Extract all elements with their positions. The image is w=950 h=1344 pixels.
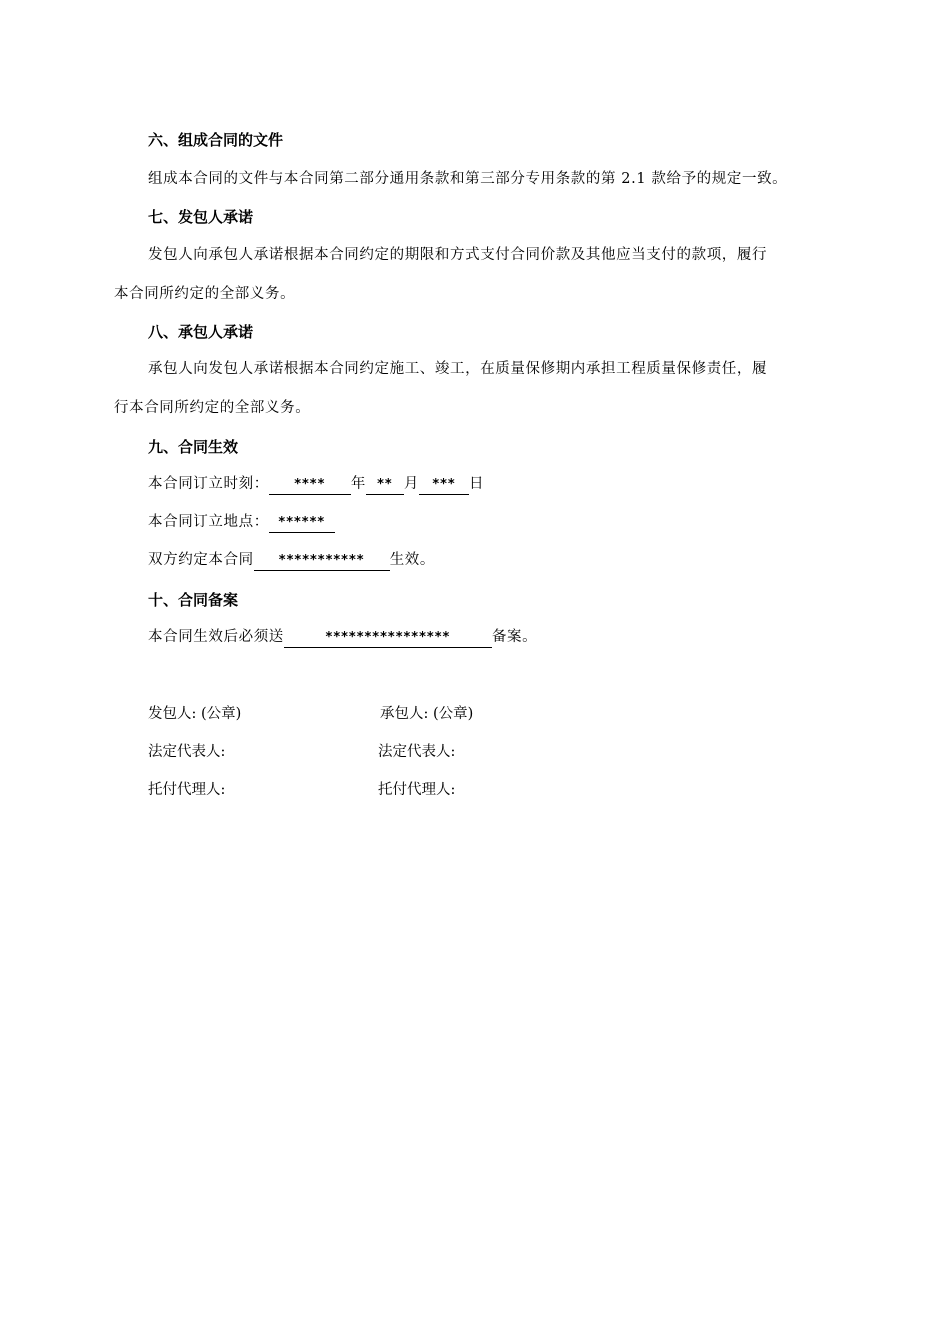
employer-seal-label: 发包人: (公章) <box>148 706 242 722</box>
section-7-heading: 七、发包人承诺 <box>148 208 254 226</box>
section-8-text-line1: 承包人向发包人承诺根据本合同约定施工、竣工，在质量保修期内承担工程质量保修责任，履 <box>148 361 768 377</box>
employer-legal-rep: 法定代表人: <box>148 744 226 760</box>
section-9-heading: 九、合同生效 <box>148 438 239 456</box>
contract-place-row <box>148 512 335 533</box>
effective-row <box>148 550 435 571</box>
section-6-heading: 六、组成合同的文件 <box>148 131 284 149</box>
place-blank: ****** <box>269 514 335 533</box>
section-7-text-line2: 本合同所约定的全部义务。 <box>114 286 296 302</box>
day-unit: 日 <box>469 476 485 492</box>
section-6-text: 组成本合同的文件与本合同第二部分通用条款和第三部分专用条款的第 2.1 款给予的规定一致。 <box>148 171 788 187</box>
day-blank: *** <box>419 476 469 495</box>
filing-prefix: 本合同生效后必须送 <box>148 629 284 645</box>
contractor-legal-rep: 法定代表人: <box>378 744 456 760</box>
contract-time-row <box>148 474 484 495</box>
month-unit: 月 <box>403 476 420 492</box>
year-unit: 年 <box>350 476 366 492</box>
contractor-agent: 托付代理人: <box>378 782 456 798</box>
effective-prefix: 双方约定本合同 <box>148 552 254 568</box>
filing-blank: **************** <box>284 629 492 648</box>
section-8-text-line2: 行本合同所约定的全部义务。 <box>114 400 311 416</box>
employer-agent: 托付代理人: <box>148 782 226 798</box>
effective-suffix: 生效。 <box>389 552 436 568</box>
year-blank: **** <box>269 476 351 495</box>
section-8-heading: 八、承包人承诺 <box>148 323 254 341</box>
contract-place-label: 本合同订立地点： <box>148 514 269 530</box>
month-blank: ** <box>366 476 404 495</box>
filing-row <box>148 627 537 648</box>
contract-time-label: 本合同订立时刻： <box>148 476 269 492</box>
section-7-text-line1: 发包人向承包人承诺根据本合同约定的期限和方式支付合同价款及其他应当支付的款项，履行 <box>148 247 768 263</box>
section-10-heading: 十、合同备案 <box>148 591 239 609</box>
contractor-seal-label: 承包人: (公章) <box>380 706 474 722</box>
effective-blank: *********** <box>254 552 390 571</box>
filing-suffix: 备案。 <box>491 629 538 645</box>
